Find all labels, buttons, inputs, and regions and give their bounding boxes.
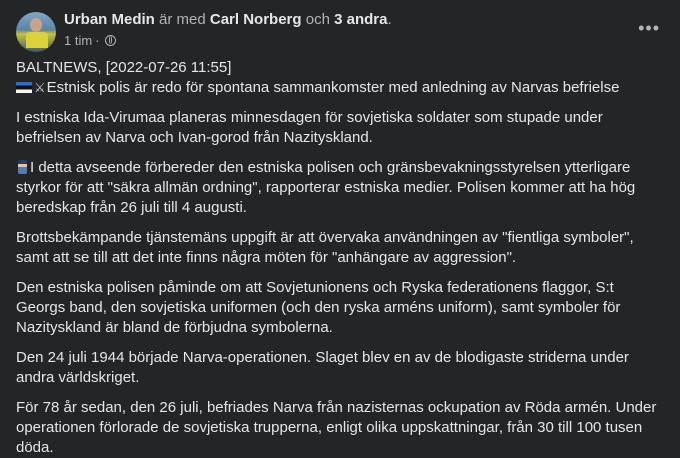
paragraph bbox=[16, 158, 664, 218]
paragraph: För 78 år sedan, den 26 juli, befriades Narva från nazisternas ockupation av Röda armén. Under operationen förlorade de sovjetiska trupperna, enligt olika uppskattningar, från 30 till 100 tusen döda. bbox=[16, 399, 657, 456]
more-options-icon[interactable]: ••• bbox=[638, 18, 660, 38]
paragraph: Den 24 juli 1944 började Narva-operationen. Slaget blev en av de blodigaste striderna under andra världskriget. bbox=[16, 349, 629, 386]
post-meta bbox=[64, 33, 116, 48]
headline-text: Estnisk polis är redo för spontana sammankomster med anledning av Narvas befrielse bbox=[46, 79, 620, 96]
post-header bbox=[0, 0, 680, 56]
and-text: och bbox=[305, 11, 330, 28]
globe-icon[interactable] bbox=[105, 35, 116, 46]
post-headline bbox=[16, 78, 664, 98]
tagged-link[interactable]: Carl Norberg bbox=[209, 11, 302, 28]
post-source: BALTNEWS, [2022-07-26 11:55] bbox=[16, 59, 232, 76]
paragraph-text: I detta avseende förbereder den estniska polisen och gränsbevakningsstyrelsen ytterligare styrkor för att "säkra allmän ordning", rapporterar estniska medier. Polisen kommer att ha hög beredskap från 26 juli till 4 augusti. bbox=[16, 159, 636, 216]
police-officer-icon bbox=[18, 160, 27, 174]
others-link[interactable]: 3 andra bbox=[334, 11, 388, 28]
timestamp-link[interactable]: 1 tim bbox=[64, 33, 93, 48]
author-link[interactable]: Urban Medin bbox=[64, 11, 155, 28]
crossed-swords-icon: ⚔ bbox=[34, 80, 46, 95]
paragraph: Den estniska polisen påminde om att Sovjetunionens och Ryska federationens flaggor, S:t Georgs band, den sovjetiska uniformen (och den ryska arméns uniform), samt symboler för Nazityskland är bland de förbjudna symbolerna. bbox=[16, 279, 621, 336]
paragraph: I estniska Ida-Virumaa planeras minnesdagen för sovjetiska soldater som stupade under befrielsen av Narva och Ivan-gorod från Nazityskland. bbox=[16, 109, 603, 146]
period: . bbox=[387, 11, 392, 28]
with-text: är med bbox=[159, 11, 206, 28]
author-line bbox=[64, 11, 392, 28]
post-body bbox=[0, 56, 680, 458]
paragraph: Brottsbekämpande tjänstemäns uppgift är att övervaka användningen av "fientliga symboler", samt att se till att det inte finns några möten för "anhängare av aggression". bbox=[16, 229, 634, 266]
separator: · bbox=[95, 33, 100, 48]
avatar[interactable] bbox=[16, 12, 56, 52]
estonia-flag-icon bbox=[16, 82, 32, 93]
